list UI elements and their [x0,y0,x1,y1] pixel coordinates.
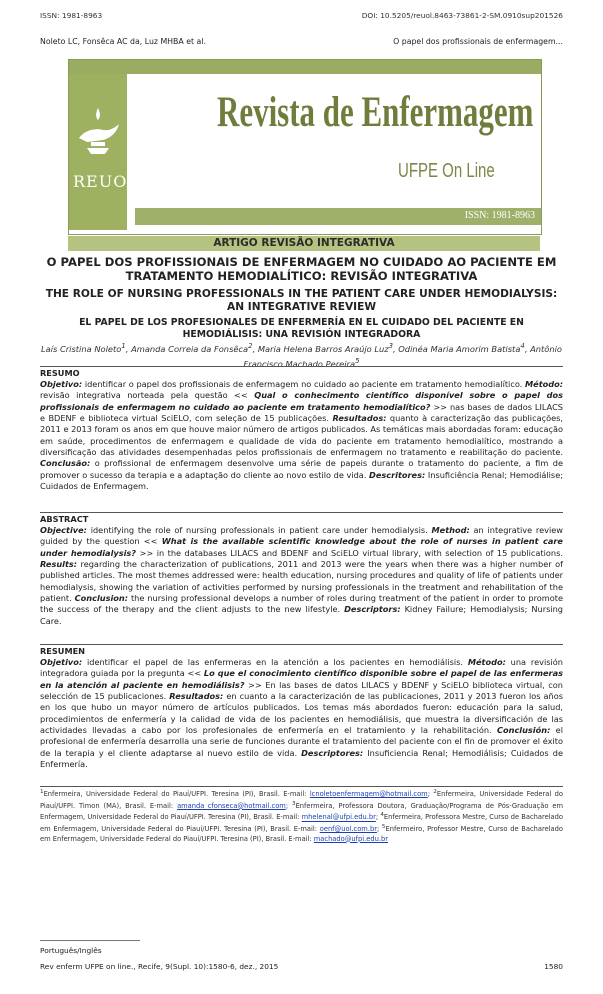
footnote-2: Enfermeira, Universidade Federal do Piauí/UFPI. Timon (MA), Brasil. E-mail: [40,790,563,810]
title-english: THE ROLE OF NURSING PROFESSIONALS IN THE PATIENT CARE UNDER HEMODIALYSIS: AN INTEGRATIVE REVIEW [45,288,558,313]
resumen-descriptores: Insuficiencia Renal; Hemodiálisis; Cuidados de Enfermería. [40,747,563,770]
resumen-body [40,657,563,770]
banner-issn: ISSN: 1981-8963 [464,210,535,221]
label-objetivo: Objetivo: [40,379,83,389]
resumo-metodo-post: >> nas bases de dados LILACS e BDENF e biblioteca virtual SciELO, com seleção de 15 publicações. [40,401,563,424]
author-name: Odinéa Maria Amorim Batista [398,343,521,354]
footnote-sup: 5 [381,823,386,830]
author-sup: 4 [520,342,525,350]
resumen-heading: RESUMEN [40,646,86,656]
resumen-resultados: en cuanto a la caracterización de las publicaciones, 2011 y 2013 fueron los años en los que hubo un mayor número de artículos publicados. Los temas más abordados fueron: educación para la salud, procedimientos de enfermería y la calidad de vida de los pacientes en hemodiálisis, que muestra la diversificación de las actividades llevadas a cabo por los profesionales de enfermería en el tratamiento y la rehabilitación. [40,691,563,736]
footnote-1-email-link[interactable]: lcnoletoenfermagem@hotmail.com [309,790,428,799]
footer-citation: Rev enferm UFPE on line., Recife, 9(Supl. 10):1580-6, dez., 2015 [40,962,279,971]
footnote-sup: 4 [380,812,384,819]
abstract-body [40,525,563,627]
resumen-metodo-post: >> En las bases de datos LILACS y BDENF y SciELO biblioteca virtual, con selección de 15 publicaciones. [40,679,563,702]
label-conclusion-es: Conclusión: [496,725,551,736]
abstract-conclusion: the nursing professional develops a number of roles during treatment of the patient in order to promote the success of the therapy and the client adjusts to the new lifestyle. [40,593,563,615]
journal-title: Revista de Enfermagem [217,89,534,136]
resumo-resultados: quanto à caracterização das publicações, 2011 e 2013 foram os anos em que houve maior número de artigos publicados. As temáticas mais abordadas foram: educação em saúde, procedimentos de enfermagem e qualidade de vida do paciente em tratamento hemodialítico, mostrando a diversificação das atividades desempenhadas pelos profissionais de enfermagem no tratamento e reabilitação do paciente. [40,413,563,458]
abstract-method-post: >> in the databases LILACS and BDENF and SciELO virtual library, with selection of 15 publications. [136,547,563,558]
banner-issn-bar [135,208,541,225]
resumo-section [40,366,563,492]
footnote-1: Enfermeira, Universidade Federal do Piauí/UFPI. Teresina (PI), Brasil. E-mail: [43,790,310,799]
footnote-sup: 3 [292,800,296,807]
label-objetivo-es: Objetivo: [40,657,83,667]
title-spanish: EL PAPEL DE LOS PROFESIONALES DE ENFERMERÍA EN EL CUIDADO DEL PACIENTE EN HEMODIÁLISIS: UNA REVISIÓN INTEGRADORA [79,317,524,340]
header-doi: DOI: 10.5205/reuol.8463-73861-2-SM.0910sup201526 [361,11,563,20]
abstract-method-pre: an integrative review guided by the question << [40,525,563,547]
label-method: Method: [431,525,470,535]
footnote-2-email-link[interactable]: amanda_cfonseca@hotmail.com [177,801,286,810]
author-sup: 2 [248,342,253,350]
label-metodo-es: Método: [467,657,506,667]
resumo-body [40,379,563,492]
resumo-conclusao: o profissional de enfermagem desenvolve uma série de papeis durante o tratamento do paciente, a fim de promover o sucesso da terapia e a adaptação do cliente ao novo estilo de vida. [40,458,563,480]
footnote-5: Enfermeiro, Professor Mestre, Curso de Bacharelado em Enfermagem, Universidade Federal do Piauí/UFPI. Teresina (PI), Brasil. E-mail: [40,825,563,843]
footnote-sup: 1 [40,789,44,795]
author-sup: 3 [388,342,393,350]
resumo-descritores: Insuficiência Renal; Hemodiálise; Cuidados de Enfermagem. [40,469,563,492]
author-sup: 5 [355,356,360,365]
label-descritores: Descritores: [369,469,426,480]
footnote-3: Enfermeira, Professora Doutora, Graduação/Programa de Pós-Graduação em Enfermagem, Universidade Federal do Piauí/UFPI. Teresina (PI), Brasil. E-mail: [40,801,563,822]
label-metodo: Método: [525,379,563,389]
logo-text: REUOL [73,172,139,191]
abstract-heading: ABSTRACT [40,514,89,524]
abstract-descriptors: Kidney Failure; Hemodialysis; Nursing Care. [40,604,563,626]
resumen-section [40,644,563,770]
label-objective: Objective: [40,525,87,535]
abstract-question: What is the available scientific knowledge about the role of nurses in patient care under hemodialysis? [40,536,563,558]
footnote-sup: 2 [433,789,437,795]
author-footnotes: $^1$Enfermeira, Universidade Federal do Piauí/UFPI. Teresina (PI), Brasil. E-mail: lcnoletoenfermagem@hotmail.com; $^2$Enfermeira, Universidade Federal do Piauí/UFPI. Timon (MA), Brasil. E-mail: amanda_cfonseca@hotmail.com; $^3$Enfermeira, Professora Doutora, Graduação/Programa de Pós-Graduação em Enfermagem, Universidade Federal do Piauí/UFPI. Teresina (PI), Brasil. E-mail: mhelenal@ufpi.edu.br; $^4$Enfermeira, Professora Mestre, Curso de Bacharelado em Enfermagem, Universidade Federal do Piauí/UFPI. Teresina (PI), Brasil. E-mail: oenf@uol.com.br; $^5$Enfermeiro, Professor Mestre, Curso de Bacharelado em Enfermagem, Universidade Federal do Piauí/UFPI. Teresina (PI), Brasil. E-mail: machado@ufpi.edu.br [40,786,563,844]
label-descriptors: Descriptors: [344,604,401,615]
resumen-metodo-pre: una revisión integradora guiada por la pregunta << [40,657,563,679]
label-descriptores-es: Descriptores: [301,747,364,758]
footnote-3-email-link[interactable]: mhelenal@ufpi.edu.br [301,813,376,822]
resumo-metodo-pre: revisão integrativa norteada pela questão << [40,390,255,401]
journal-subtitle: UFPE On Line [398,160,495,182]
label-conclusion: Conclusion: [74,593,129,604]
abstract-results: regarding the characterization of publications, 2011 and 2013 were the years when there was a higher number of published articles. The most themes addressed were: health education, nursing procedures and quality of life of patients under hemodialysis, showing the variation of activities performed by nursing professionals in the treatment and rehabilitation of the patient. [40,559,563,604]
author-name: Antônio Francisco Machado Pereira [243,343,562,369]
label-resultados-es: Resultados: [169,691,224,702]
resumen-objetivo: identificar el papel de las enfermeras en la atención a los pacientes en hemodiálisis. [82,657,468,667]
author-name: Amanda Correia da Fonsêca [131,343,249,354]
header-authors: Noleto LC, Fonsêca AC da, Luz MHBA et al. [40,37,206,46]
label-conclusao: Conclusão: [40,458,91,469]
resumen-question: Lo que el conocimiento científico disponible sobre el papel de las enfermeras en la atención al paciente en hemodiálisis? [40,668,563,690]
header-short-title: O papel dos profissionais de enfermagem... [393,37,563,46]
author-name: Maria Helena Barros Araújo Luz [257,343,389,354]
resumo-question: Qual o conhecimento científico disponível sobre o papel dos profissionais de enfermagem no cuidado ao paciente em tratamento hemodialítico? [40,390,563,412]
label-resultados: Resultados: [332,413,387,424]
header-issn: ISSN: 1981-8963 [40,11,103,20]
resumo-heading: RESUMO [40,368,80,378]
resumo-objetivo: identificar o papel dos profissionais de enfermagem no cuidado ao paciente em tratamento hemodialítico. [82,379,525,389]
footnote-4: Enfermeira, Professora Mestre, Curso de Bacharelado em Enfermagem, Universidade Federal do Piauí/UFPI. Teresina (PI), Brasil. E-mail: [40,813,563,834]
abstract-section [40,512,563,627]
article-type-label: ARTIGO REVISÃO INTEGRATIVA [68,236,540,251]
author-list: Laís Cristina Noleto$^1$, Amanda Correia da Fonsêca$^2$, Maria Helena Barros Araújo Luz$^3$, Odinéa Maria Amorim Batista$^4$, Antônio Francisco Machado Pereira$^5$ [41,342,562,369]
footer-rule [40,940,140,941]
journal-logo [69,74,139,230]
footer-language: Português/Inglês [40,946,102,955]
journal-banner [68,59,542,235]
abstract-objective: identifying the role of nursing professionals in patient care under hemodialysis. [86,525,432,535]
author-sup: 1 [121,342,126,350]
resumen-conclusion: el profesional de enfermería desarrolla una serie de funciones durante el tratamiento del paciente con el fin de promover el éxito de la terapia y el cliente adaptarse al nuevo estilo de vida. [40,725,563,758]
footnote-4-email-link[interactable]: oenf@uol.com.br [319,825,377,834]
banner-top-bar [69,60,541,74]
author-name: Laís Cristina Noleto [41,343,122,354]
page-number: 1580 [544,962,563,971]
footnote-5-email-link[interactable]: machado@ufpi.edu.br [313,834,388,843]
oil-lamp-icon [75,104,121,160]
label-results: Results: [40,559,78,570]
title-portuguese: O PAPEL DOS PROFISSIONAIS DE ENFERMAGEM NO CUIDADO AO PACIENTE EM TRATAMENTO HEMODIALÍTICO: REVISÃO INTEGRATIVA [46,255,557,283]
